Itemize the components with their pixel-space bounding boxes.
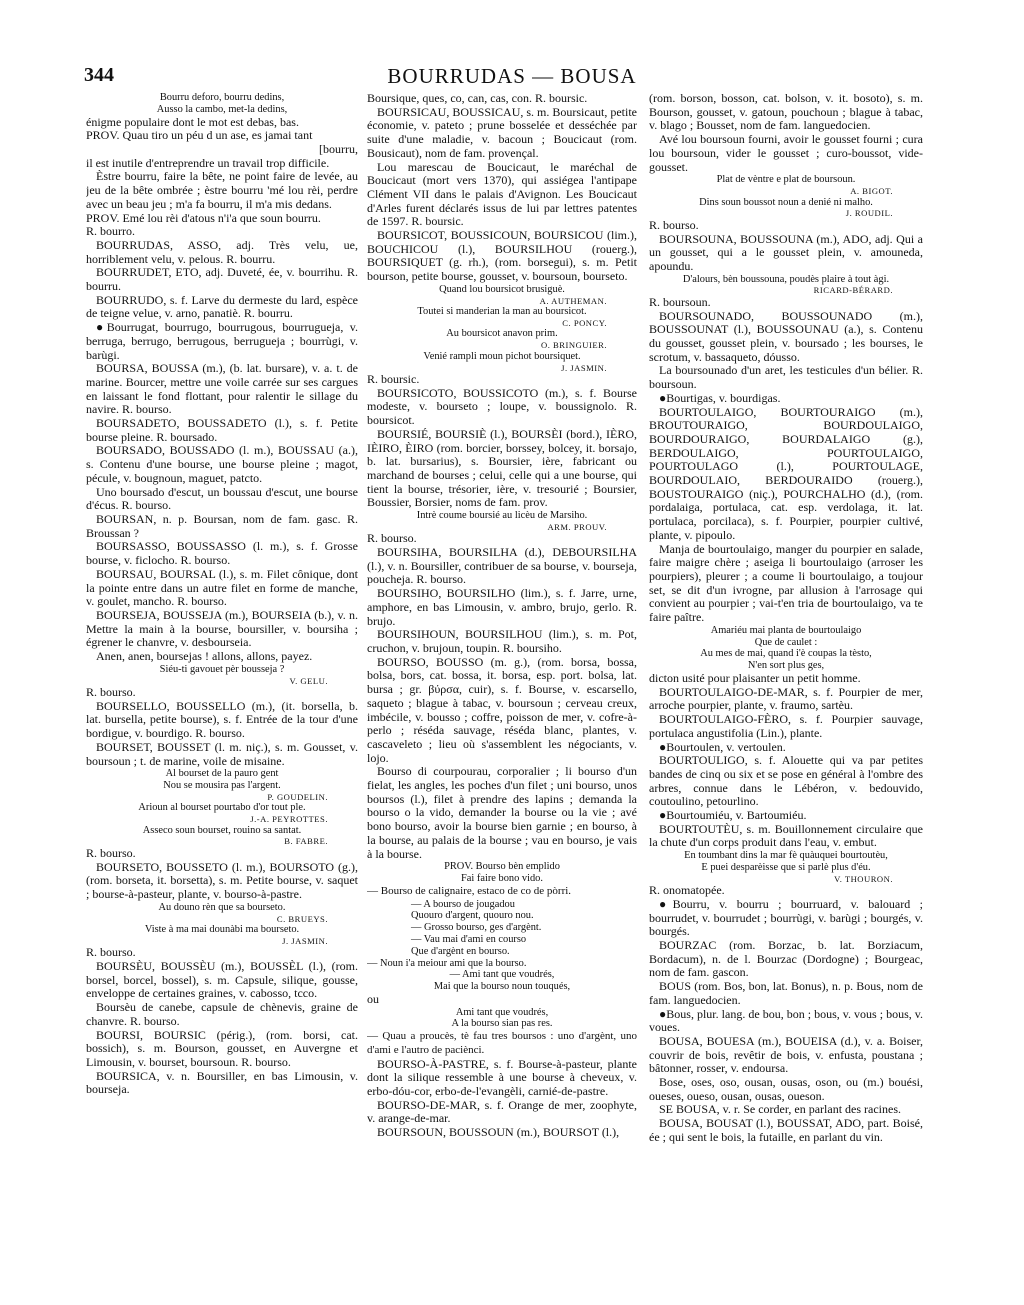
text-line: V. THOURON. <box>834 873 893 884</box>
text-line: il est inutile d'entreprendre un travail trop difficile. <box>86 155 330 170</box>
text-line: Manja de bourtoulaigo, manger du pourpier en salade, faire maigre chère ; aseiga li bourtoulaigo (arroser les pourpiers), pleurer ; a coume li bourtoulaigo, a toujour set, se dit d'un ivrogne, par allusion à l'arrosage qui convient au pourpier ; vai-t'en tria de bourtoulaigo, va te faire paître. <box>649 541 923 625</box>
text-line: Mai que la bourso noun touqués, <box>433 981 571 993</box>
text-line: J. JASMIN. <box>282 935 328 946</box>
text-line: D'alours, bèn boussouna, poudès plaire à tout àgi. <box>682 273 890 285</box>
text-line: BOUS (rom. Bos, bon, lat. Bonus), n. p. Bous, nom de fam. languedocien. <box>649 979 923 1007</box>
text-line: Al bourset de la pauro gent <box>165 768 279 780</box>
text-line: BOURSAU, BOURSAL (l.), s. m. Filet cônique, dont la pointe entre dans un autre filet en forme de manche, v. goulet, mancho. R. bourso. <box>86 566 358 609</box>
text-line: Que d'argènt en bourso. <box>411 945 510 957</box>
text-line: Plat de vèntre e plat de boursoun. <box>716 174 856 186</box>
text-line: Ausso la cambo, met-la dedins, <box>156 103 288 115</box>
text-line: BOURRUDAS, ASSO, adj. Très velu, ue, horriblement velu, v. pelous. R. bourru. <box>86 237 358 266</box>
text-line: — Vau mai d'ami en courso <box>411 933 527 945</box>
text-line: — Noun i'a meiour ami que la bourso. <box>367 957 527 969</box>
text-line: SE BOUSA, v. r. Se corder, en parlant des racines. <box>659 1102 902 1117</box>
text-line: R. bourso. <box>86 845 136 860</box>
text-line: C. BRUEYS. <box>276 913 328 924</box>
text-line: A. BIGOT. <box>850 186 893 197</box>
text-line: Au mes de mai, quand i'è coupas la tèsto, <box>700 648 872 660</box>
text-line: BOURSIHOUN, BOURSILHOU (lim.), s. m. Pot, cruchon, v. brujoun, toupin. R. boursiho. <box>367 627 637 655</box>
text-line: ●Bourrugat, bourrugo, bourrugous, bourrugueja, v. berruga, berrugo, berrugous, berrugueja ; bourrùgi, v. barùgi. <box>86 320 358 362</box>
text-line: BOURSOUNADO, BOUSSOUNADO (m.), BOUSSOUNAT (l.), BOUSSOUNAU (a.), s. Contenu du gousset, gousset plein, v. boursado ; les bourses, le scrotum, v. bassaqueto, dóusso. <box>649 308 923 364</box>
column-right <box>649 92 923 1292</box>
text-line: PROV. Bourso bèn emplido <box>444 861 560 873</box>
text-line: R. boursoun. <box>649 294 711 309</box>
text-line: B. FABRE. <box>284 836 328 847</box>
text-line: BOUSA, BOUSAT (l.), BOUSSAT, ADO, part. Boisé, ée ; qui sent le bois, la futaille, en parlant du vin. <box>649 1116 923 1144</box>
text-line: O. BRINGUIER. <box>541 340 607 351</box>
text-line: (rom. borson, bosson, cat. bolson, v. it. bosoto), s. m. Bourson, gousset, v. gatoun, pouchoun ; blague à tabac, v. blago ; Bousset, nom de fam. languedocien. <box>649 92 923 133</box>
text-line: BOURRUDO, s. f. Larve du dermeste du lard, espèce de teigne velue, v. arno, panatiè. R. bourru. <box>86 292 358 321</box>
text-line: RICARD-BÉRARD. <box>813 285 893 296</box>
text-line: Uno boursado d'escut, un boussau d'escut, une bourse d'écus. R. bourso. <box>86 484 358 513</box>
text-line: BOURTOUTÈU, s. m. Bouillonnement circulaire que la chute d'un corps produit dans l'eau, v. embut. <box>649 821 923 850</box>
text-line: N'en sort plus ges, <box>747 660 825 672</box>
text-line: Quouro d'argent, quouro nou. <box>411 910 534 922</box>
text-line: Asseco soun bourset, rouino sa santat. <box>142 824 302 836</box>
text-line: ●Bourru, v. bourru ; bourruard, v. balouard ; bourrudet, v. bourrudet ; bourrùgi, v. barùgi ; bourgés, v. bourgés. <box>649 896 923 939</box>
text-line: BOURSADETO, BOUSSADETO (l.), s. f. Petite bourse pleine. R. boursado. <box>86 416 358 444</box>
text-line: A la bourso sian pas res. <box>451 1018 553 1030</box>
text-line: — Grosso bourso, ges d'argènt. <box>411 922 542 934</box>
text-line: En toumbant dins la mar fè quàuquei bourtoutèu, <box>684 850 888 862</box>
text-line: BOURRUDET, ETO, adj. Duveté, ée, v. bourrihu. R. bourru. <box>86 265 358 294</box>
text-line: ou <box>367 991 379 1006</box>
text-line: BOURSA, BOUSSA (m.), (b. lat. bursare), v. a. t. de marine. Bourcer, mettre une voile carrée sur ses cargues en laissant le fond flottant, pour ralentir le sillage du navire. R. bourso. <box>86 361 358 417</box>
text-line: BOURSET, BOUSSET (l. m. niç.), s. m. Gousset, v. boursoun ; t. de marine, voile de misaine. <box>86 739 358 768</box>
text-line: BOURSI, BOURSIC (périg.), (rom. borsi, cat. bossich), s. m. Bourson, gousset, en Auvergne et Limousin, v. bourset, boursoun. R. bourso. <box>86 1027 358 1069</box>
text-line: BOURTOULAIGO-DE-MAR, s. f. Pourpier de mer, arroche pourpier, plante, v. fraumo, sartèu. <box>649 684 923 713</box>
column-middle <box>367 92 637 1292</box>
text-line: BOURSO-À-PASTRE, s. f. Bourse-à-pasteur, plante dont la silique ressemble à une bourse à cheveux, v. erbo-dóu-cor, erbo-de-l'evangèli, carnié-de-pastre. <box>367 1056 637 1099</box>
text-line: Siéu-ti gavouet pèr bousseja ? <box>159 663 285 675</box>
text-line: BOURSIHO, BOURSILHO (lim.), s. f. Jarre, urne, amphore, en bas Limousin, v. ambro, brujo, gerlo. R. brujo. <box>367 586 637 628</box>
text-line: BOURSEJA, BOUSSEJA (m.), BOURSEIA (b.), v. n. Mettre la main à la bourse, boursiller, v. boursiha ; égrener le chanvre, v. desbourseia. <box>86 607 358 650</box>
text-line: Bose, oses, oso, ousan, ousas, oson, ou (m.) bouési, oueses, oueso, ousan, ousas, oueson. <box>649 1075 923 1103</box>
text-line: Avé lou boursoun fourni, avoir le gousset fourni ; cura lou boursoun, vider le gousset ; curo-boussot, vide-gousset. <box>649 132 923 174</box>
text-line: Lou marescau de Boucicaut, le maréchal de Boucicaut (mort vers 1370), qui assiégea l'antipape Clément VII dans le palais d'Avignon. Les Boucicaut d'Arles furent déclarés issus de lui par lettres patentes de 1597. R. boursic. <box>367 159 637 229</box>
text-line: Au douno rèn que sa bourseto. <box>158 901 286 913</box>
text-line: Amariéu mai planta de bourtoulaigo <box>710 624 862 636</box>
text-line: Fai faire bono vido. <box>461 873 543 885</box>
text-line: Bourru deforo, bourru dedins, <box>159 92 285 103</box>
text-line: Dins soun boussot noun a denié ni malho. <box>699 196 873 208</box>
text-line: Venié rampli moun pichot boursiquet. <box>423 350 581 362</box>
text-line: Quand lou boursicot brusiguè. <box>439 283 565 295</box>
text-line: — Bourso de calignaire, estaco de co de pòrri. <box>367 884 572 897</box>
text-line: [bourru, <box>319 142 358 156</box>
text-line: ●Bourtoulen, v. vertoulen. <box>659 739 786 754</box>
text-line: BOURSÈU, BOUSSÈU (m.), BOUSSÈL (l.), (rom. borsel, borcel, bossel), s. m. Capsule, silique, gousse, enveloppe de certaines graines, v. cabosso, tcco. <box>86 959 358 1001</box>
text-line: R. boursic. <box>367 372 420 387</box>
text-line: Nou se mousira pas l'argent. <box>163 780 281 792</box>
text-line: Ami tant que voudrés, <box>455 1006 549 1018</box>
text-line: BOURSIÉ, BOURSIÈ (l.), BOURSÈI (bord.), IÈRO, IÈIRO, ÈIRO (rom. borcier, borssey, bolcey, it. borsajo, b. lat. bursarius), s. Boursier, ière, fabricant ou marchand de bourses ; celui, celle qui a une bourse, qui tient la bourse, trésorier, ière, v. tresourié ; Boursier, Boussier, Borsier, noms de fam. prov. <box>367 426 637 510</box>
text-line: Boursèu de canebe, capsule de chènevis, graine de chanvre. R. bourso. <box>86 1000 358 1028</box>
text-line: Arioun al bourset pourtabo d'or tout ple. <box>138 802 306 814</box>
column-left <box>86 92 358 1292</box>
text-line: BOURSOUNA, BOUSSOUNA (m.), ADO, adj. Qui a un gousset, qui a le gousset plein, v. amouneda, apoundu. <box>649 231 923 273</box>
text-line: ARM. PROUV. <box>547 521 607 532</box>
text-line: BOUSA, BOUESA (m.), BOUEISA (d.), v. a. Boiser, couvrir de bois, revêtir de bois, v. enfusta, poustana ; bâtonner, rosser, v. endoursa. <box>649 1033 923 1076</box>
text-line: ●Bous, plur. lang. de bou, bon ; bous, v. vous ; bous, v. voues. <box>649 1006 923 1035</box>
text-line: BOURSO-DE-MAR, s. f. Orange de mer, zoophyte, v. arange-de-mar. <box>367 1097 637 1126</box>
text-line: BOURTOULAIGO, BOURTOURAIGO (m.), BROUTOURAIGO, BOURDOULAIGO, BOURDOURAIGO, BOURDALAIGO (g.), BERDOULAIGO, POURTOULAIGO, POURTOULAGO (l.), POURTOULAGE, BOURDOULAIO, BERDOURAIDO (rouerg.), BOUSTOURAIGO (niç.), POURCHALHO (d.), (rom. pordalaiga, portulaca, cat. esp. verdolaga, it. lat. portulaca, porcilaca), s. f. Pourpier, pourpier cultivé, plante, v. pipoulo. <box>649 404 923 542</box>
text-line: Èstre bourru, faire la bête, ne point faire de levée, au jeu de la bête ombrée ; èstre bourru 'mé lou rèi, perdre avec un beau jeu ; m'a fa bourru, il m'a mis dedans. <box>86 169 358 211</box>
text-line: Au boursicot anavon prim. <box>446 328 558 340</box>
text-line: BOURSICOTO, BOUSSICOTO (m.), s. f. Bourse modeste, v. bourseto ; loupe, v. boussignolo. R. boursicot. <box>367 385 637 428</box>
text-line: BOURSAN, n. p. Boursan, nom de fam. gasc. R. Broussan ? <box>86 511 358 540</box>
text-line: PROV. Emé lou rèi d'atous n'i'a que soun bourru. <box>86 210 321 225</box>
text-line: R. onomatopée. <box>649 883 725 898</box>
text-line: V. GELU. <box>289 675 328 686</box>
text-line: PROV. Quau tiro un péu d un ase, es jamai tant <box>86 128 313 143</box>
text-line: BOURSO, BOUSSO (m. g.), (rom. borsa, bossa, bolsa, bors, cat. bossa, it. borsa, esp. port. bolsa, lat. bursa ; gr. βύρσα, cuir), s. f. Bourse, v. escarsello, saqueto ; blague à tabac, v. boursoun ; cerveau creux, imbécile, v. bousso ; coffre, poisson de mer, v. cofre-à-perlo ; réséda sauvage, réséda blanc, plantes, v. cascaveleto ; lieu où s'assemblent les négociants, v. lojo. <box>367 654 637 765</box>
text-line: P. GOUDELIN. <box>267 791 328 802</box>
text-line: J. JASMIN. <box>561 362 607 373</box>
text-line: Anen, anen, boursejas ! allons, allons, payez. <box>96 649 313 664</box>
text-line: ●Bourtigas, v. bourdigas. <box>659 390 781 405</box>
text-line: BOURSASSO, BOUSSASSO (l. m.), s. f. Grosse bourse, v. ficlocho. R. bourso. <box>86 539 358 568</box>
text-line: BOURSICAU, BOUSSICAU, s. m. Boursicaut, petite économie, v. pateto ; prune bosselée et desséchée par suite d'une maladie, v. bacoun ; Boucicaut (rom. Bousicaut), nom de fam. provençal. <box>367 104 637 160</box>
text-line: BOURSELLO, BOUSSELLO (m.), (it. borsella, b. lat. bursella, petite bourse), s. f. Entrée de la tour d'une bordigue, v. bourdigo. R. bourso. <box>86 698 358 741</box>
text-line: E puei desparèisse que si parlè plus d'éu. <box>701 861 871 873</box>
text-line: R. bourso. <box>649 217 699 232</box>
text-line: BOURTOULAIGO-FÈRO, s. f. Pourpier sauvage, portulaca angustifolia (Lin.), plante. <box>649 712 923 740</box>
running-head: BOURRUDAS — BOUSA <box>387 64 637 88</box>
text-line: BOURSICA, v. n. Boursiller, en bas Limousin, v. bourseja. <box>86 1068 358 1097</box>
text-line: BOURSETO, BOUSSETO (l. m.), BOURSOTO (g.), (rom. borseta, it. borsetta), s. m. Petite bourse, v. saquet ; bourse-à-pasteur, plante, v. bourso-à-pastre. <box>86 859 358 902</box>
text-line: BOURSOUN, BOUSSOUN (m.), BOURSOT (l.), <box>377 1125 620 1140</box>
text-line: BOURSADO, BOUSSADO (l. m.), BOUSSAU (a.), s. Contenu d'une bourse, une bourse pleine ; magot, pécule, v. bougnoun, maguet, patcto. <box>86 443 358 485</box>
page-number: 344 <box>84 64 114 86</box>
text-line: ●Bourtoumiéu, v. Bartoumiéu. <box>659 808 807 823</box>
text-line: dicton usité pour plaisanter un petit homme. <box>649 670 861 685</box>
text-line: Toutei si manderian la man au boursicot. <box>417 306 587 318</box>
text-line: énigme populaire dont le mot est debas, bas. <box>86 114 299 129</box>
text-line: Que de caulet : <box>754 636 818 648</box>
text-line: J. ROUDIL. <box>845 208 893 219</box>
text-line: Boursique, ques, co, can, cas, con. R. boursic. <box>367 92 588 105</box>
text-line: Viste à ma mai dounàbi ma bourseto. <box>144 924 300 936</box>
text-line: R. bourso. <box>86 945 136 960</box>
text-line: J.-A. PEYROTTES. <box>250 814 328 825</box>
text-line: BOURZAC (rom. Borzac, b. lat. Borziacum, Bordacum), n. de l. Bourzac (Dordogne) ; Bourgeac, nom de fam. gascon. <box>649 938 923 980</box>
text-line: BOURTOULIGO, s. f. Alouette qui va par petites bandes de cinq ou six et se pose en général à l'ombre des arbres, connue dans le Lébéron, v. bedouvido, coutoulino, petourlino. <box>649 753 923 809</box>
text-line: — A bourso de jougadou <box>411 898 515 910</box>
text-line: C. PONCY. <box>562 317 607 328</box>
text-line: — Ami tant que voudrés, <box>449 969 555 981</box>
text-line: R. bourso. <box>86 685 136 700</box>
text-line: A. AUTHEMAN. <box>539 295 607 306</box>
text-line: Intrè coume boursié au licèu de Marsiho. <box>416 510 588 522</box>
text-line: BOURSICOT, BOUSSICOUN, BOURSICOU (lim.), BOUCHICOU (l.), BOURSILHOU (rouerg.), BOURSIQUET (g. rh.), (rom. borsegui), s. m. Petit bourson, petite bourse, gousset, v. boursoun, bourseto. <box>367 228 637 284</box>
text-line: R. bourro. <box>86 224 135 239</box>
text-line: Bourso di courpourau, corporalier ; li bourso d'un fielat, les angles, les poches d'un filet ; uni bourso, unos boursos (l.), filet à prendre des lapins ; demanda la bourso o la vido, demander la bourse ou la vie ; avé bono bourso, avoir la bourse bien garnie ; en bourso, à la bourse, au palais de la bourse ; vau en bourso, je vais à la bourse. <box>367 764 637 861</box>
text-line: R. bourso. <box>367 531 417 546</box>
text-line: — Quau a proucès, tè fau tres boursos : uno d'argènt, uno d'ami e l'autro de paciènci. <box>367 1030 637 1056</box>
text-line: BOURSIHA, BOURSILHA (d.), DEBOURSILHA (l.), v. n. Boursiller, contribuer de sa bourse, v. bourseja, poucheja. R. bourso. <box>367 545 637 587</box>
text-line: La boursounado d'un aret, les testicules d'un bélier. R. boursoun. <box>649 363 923 392</box>
